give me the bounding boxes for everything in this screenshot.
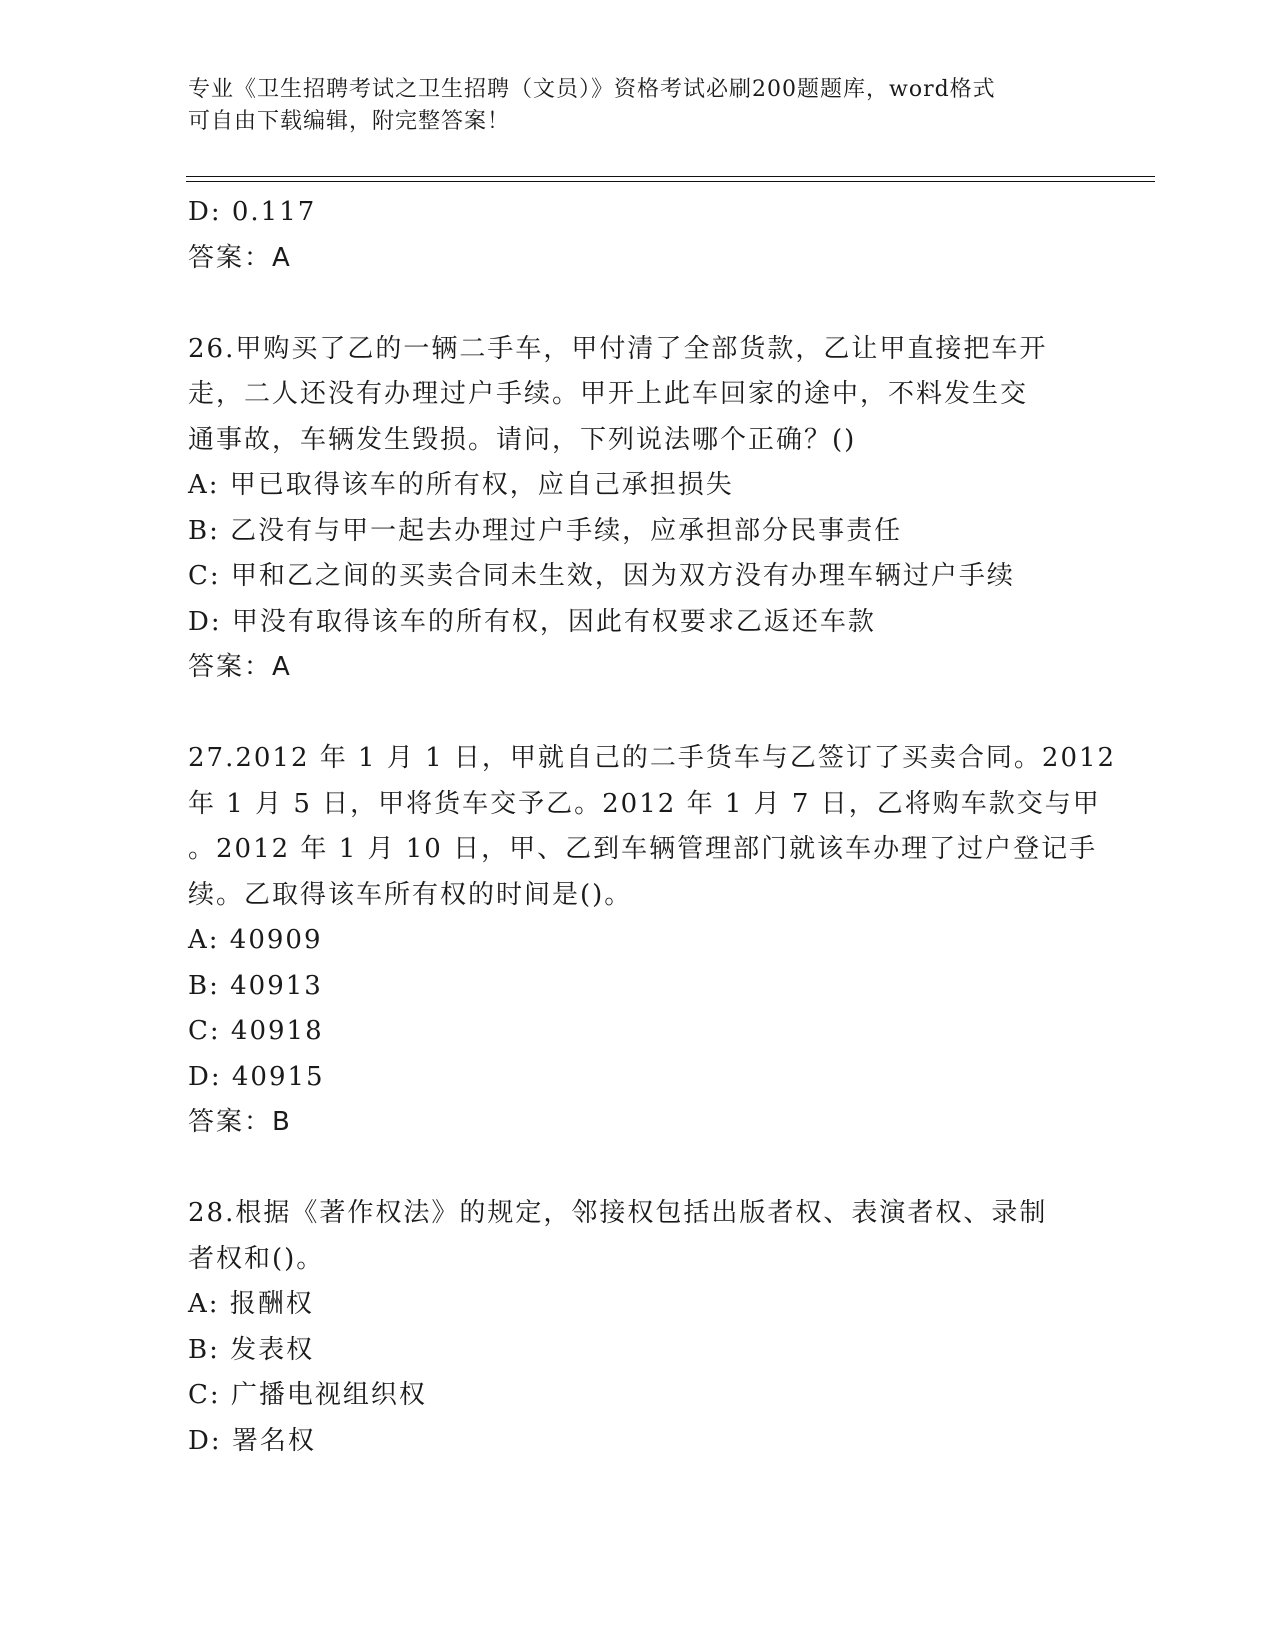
option-a: A: 40909 bbox=[188, 925, 323, 955]
option-c: C: 40918 bbox=[188, 1016, 324, 1046]
option-c: C: 甲和乙之间的买卖合同未生效，因为双方没有办理车辆过户手续 bbox=[188, 561, 1015, 591]
header-line-1: 专业《卫生招聘考试之卫生招聘（文员）》资格考试必刷200题题库，word格式 bbox=[188, 77, 996, 102]
question-stem-line: 年 1 月 5 日，甲将货车交予乙。2012 年 1 月 7 日，乙将购车款交与甲 bbox=[188, 788, 1101, 819]
question-stem-line: 者权和()。 bbox=[188, 1243, 325, 1274]
option-a: A: 甲已取得该车的所有权，应自己承担损失 bbox=[188, 470, 734, 500]
question-stem-line: 续。乙取得该车所有权的时间是()。 bbox=[188, 879, 633, 910]
option-d: D: 40915 bbox=[188, 1061, 325, 1092]
question-stem-line: 27.2012 年 1 月 1 日，甲就自己的二手货车与乙签订了买卖合同。2012 bbox=[188, 743, 1117, 773]
question-stem-line: 26.甲购买了乙的一辆二手车，甲付清了全部货款，乙让甲直接把车开 bbox=[188, 333, 1048, 364]
question-26 bbox=[188, 327, 1088, 691]
answer-line: 答案：B bbox=[188, 1107, 292, 1137]
option-a: A: 报酬权 bbox=[188, 1289, 314, 1319]
option-c: C: 广播电视组织权 bbox=[188, 1380, 427, 1410]
question-28 bbox=[188, 1191, 1088, 1464]
option-b: B: 乙没有与甲一起去办理过户手续，应承担部分民事责任 bbox=[188, 515, 903, 546]
document-body bbox=[188, 190, 1117, 1464]
question-stem-line: 走，二人还没有办理过户手续。甲开上此车回家的途中，不料发生交 bbox=[188, 379, 1029, 409]
option-d: D: 署名权 bbox=[188, 1425, 316, 1456]
spacer bbox=[188, 691, 1088, 737]
question-stem-line: 通事故，车辆发生毁损。请问，下列说法哪个正确？() bbox=[188, 424, 857, 455]
option-b: B: 40913 bbox=[188, 970, 323, 1001]
question-stem-line: 。2012 年 1 月 10 日，甲、乙到车辆管理部门就该车办理了过户登记手 bbox=[188, 834, 1098, 864]
previous-question-tail bbox=[188, 190, 1088, 281]
spacer bbox=[188, 1146, 1088, 1192]
answer-line: 答案：A bbox=[188, 652, 292, 682]
header-rule-top bbox=[186, 176, 1155, 177]
option-b: B: 发表权 bbox=[188, 1334, 315, 1365]
spacer bbox=[188, 281, 1088, 327]
option-d: D: 0.117 bbox=[188, 197, 317, 227]
option-d: D: 甲没有取得该车的所有权，因此有权要求乙返还车款 bbox=[188, 606, 876, 637]
question-27 bbox=[188, 736, 1117, 1146]
page-header bbox=[188, 74, 1088, 138]
answer-line: 答案：A bbox=[188, 242, 292, 273]
question-stem-line: 28.根据《著作权法》的规定，邻接权包括出版者权、表演者权、录制 bbox=[188, 1198, 1048, 1228]
header-line-2: 可自由下载编辑，附完整答案！ bbox=[188, 109, 511, 134]
header-rule-bottom bbox=[186, 181, 1155, 182]
